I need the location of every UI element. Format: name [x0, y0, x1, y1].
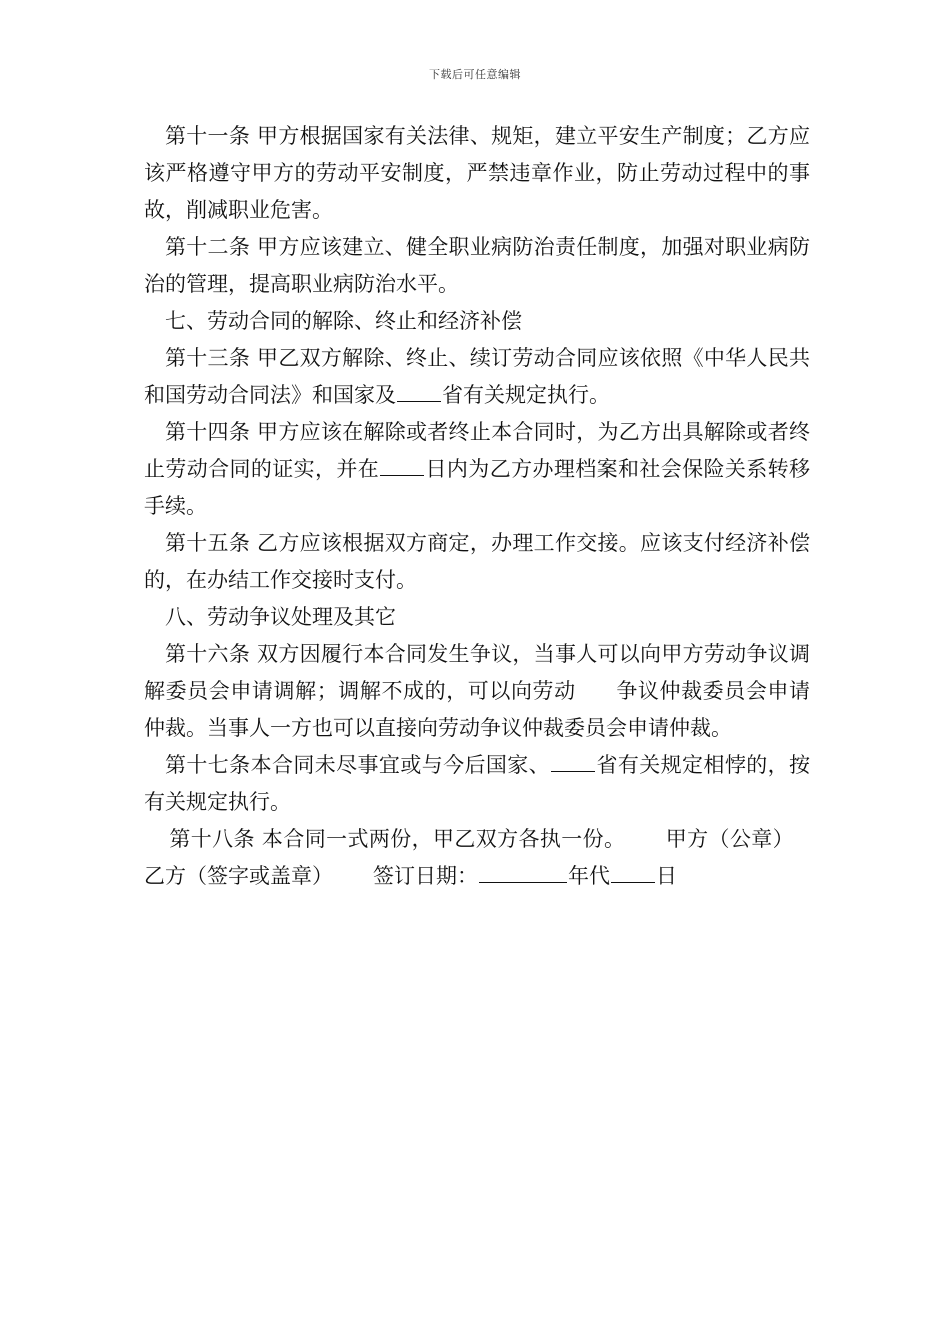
clause-12: 第十二条 甲方应该建立、健全职业病防治责任制度，加强对职业病防治的管理，提高职业病防治水平。: [144, 235, 810, 296]
sign-date-year-label: 年代: [568, 864, 610, 888]
party-a-seal-label: 甲方（公章）: [665, 827, 794, 851]
fill-in-blank-province-2[interactable]: [551, 749, 595, 772]
page-header-note: 下载后可任意编辑: [429, 68, 521, 81]
contract-body: [144, 118, 810, 895]
clause-16-text-b: 争议仲裁委员会申请仲裁。当事人一方也可以直接向劳动争议仲裁委员会申请仲裁。: [144, 679, 811, 740]
clause-16: [144, 636, 810, 747]
fill-in-blank-days[interactable]: [380, 453, 424, 476]
clause-15: 第十五条 乙方应该根据双方商定，办理工作交接。应该支付经济补偿的，在办结工作交接时支付。: [144, 531, 810, 592]
clause-16-text-a: 第十六条 双方因履行本合同发生争议，当事人可以向甲方劳动争议调解委员会申请调解；调解不成的，可以向劳动: [144, 642, 810, 703]
clause-13-text-b: 省有关规定执行。: [442, 383, 610, 407]
section-heading-7: 七、劳动合同的解除、终止和经济补偿: [165, 309, 522, 333]
clause-14-text-a: 第十四条 甲方应该在解除或者终止本合同时，为乙方出具解除或者终止劳动合同的证实，并在: [144, 420, 810, 481]
sign-date-label: 签订日期：: [373, 864, 478, 888]
clause-18: [144, 821, 810, 895]
clause-13-text-a: 第十三条 甲乙双方解除、终止、续订劳动合同应该依照《中华人民共和国劳动合同法》和国家及: [144, 346, 810, 407]
clause-17: [144, 747, 810, 821]
sign-date-day-label: 日: [656, 864, 677, 888]
clause-14: [144, 414, 810, 525]
fill-in-blank-day[interactable]: [611, 860, 655, 883]
section-heading-8: 八、劳动争议处理及其它: [165, 605, 396, 629]
clause-11: 第十一条 甲方根据国家有关法律、规矩，建立平安生产制度；乙方应该严格遵守甲方的劳动平安制度，严禁违章作业，防止劳动过程中的事故，削减职业危害。: [144, 124, 810, 222]
fill-in-blank-year[interactable]: [479, 860, 567, 883]
clause-17-text-b: 省有关规定相悖的，按有关规定执行。: [144, 753, 811, 814]
clause-13: [144, 340, 810, 414]
party-b-sign-label: 乙方（签字或盖章）: [144, 864, 333, 888]
fill-in-blank-province[interactable]: [397, 379, 441, 402]
clause-18-text-a: 第十八条 本合同一式两份，甲乙双方各执一份。: [169, 827, 626, 851]
clause-14-text-b: 日内为乙方办理档案和社会保险关系转移手续。: [144, 457, 810, 518]
clause-17-text-a: 第十七条本合同未尽事宜或与今后国家、: [165, 753, 551, 777]
